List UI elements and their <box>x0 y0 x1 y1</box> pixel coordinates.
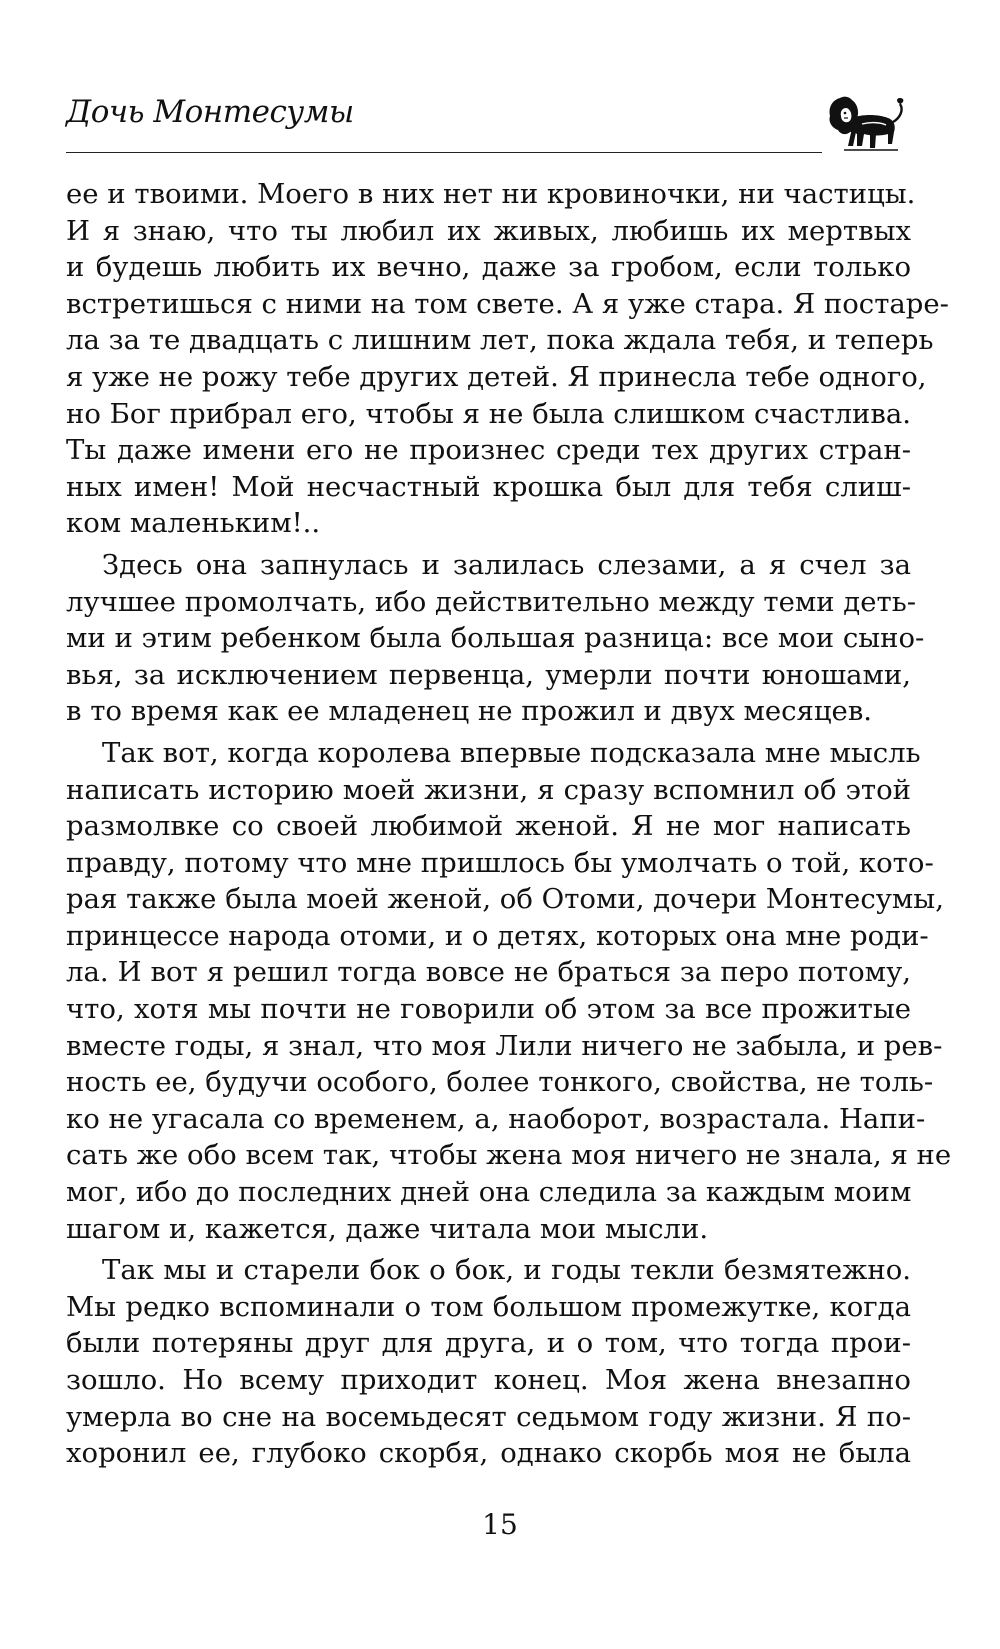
text-line: правду, потому что мне пришлось бы умолчать о той, кото- <box>66 846 934 879</box>
text-line: я уже не рожу тебе других детей. Я принесла тебе одного, <box>66 360 927 393</box>
text-line: были потеряны друг для друга, и о том, что тогда прои- <box>66 1327 911 1360</box>
text-line: Так мы и старели бок о бок, и годы текли безмятежно. <box>102 1254 911 1287</box>
text-line: ее и твоими. Моего в них нет ни кровиночки, ни частицы. <box>66 178 916 210</box>
text-line: ком маленьким!.. <box>66 507 321 540</box>
text-line: но Бог прибрал его, чтобы я не была слишком счастлива. <box>66 397 911 430</box>
paragraph-1 <box>66 176 949 542</box>
text-line: ла. И вот я решил тогда вовсе не браться за перо потому, <box>66 956 911 989</box>
text-line: вместе годы, я знал, что моя Лили ничего не забыла, и рев- <box>66 1029 943 1062</box>
text-line: хоронил ее, глубоко скорбя, однако скорбь моя не была <box>66 1437 911 1470</box>
text-line: ко не угасала со временем, а, наоборот, возрастала. Напи- <box>66 1102 926 1135</box>
running-header <box>66 88 906 158</box>
text-line: вья, за исключением первенца, умерли почти юношами, <box>66 658 911 691</box>
text-line: мог, ибо до последних дней она следила за каждым моим <box>66 1176 912 1209</box>
text-line: ность ее, будучи особого, более тонкого, свойства, не толь- <box>66 1066 934 1099</box>
paragraph-4 <box>66 1252 911 1472</box>
paragraph-2 <box>66 547 925 730</box>
text-line: размолвке со своей любимой женой. Я не мог написать <box>66 810 911 843</box>
text-line: Здесь она запнулась и залилась слезами, а я счел за <box>102 548 911 581</box>
text-line: умерла во сне на восемьдесят седьмом году жизни. Я по- <box>66 1400 911 1433</box>
body-text <box>66 176 952 1472</box>
text-line: ных имен! Мой несчастный крошка был для тебя слиш- <box>66 470 911 503</box>
text-line: принцессе народа отоми, и о детях, которых она мне роди- <box>66 919 929 952</box>
text-line: рая также была моей женой, об Отоми, дочери Монтесумы, <box>66 883 944 916</box>
text-line: Так вот, когда королева впервые подсказала мне мысль <box>102 736 921 769</box>
text-line: шагом и, кажется, даже читала мои мысли. <box>66 1212 709 1245</box>
text-line: Ты даже имени его не произнес среди тех других стран- <box>66 434 911 467</box>
text-line: ла за те двадцать с лишним лет, пока ждала тебя, и теперь <box>66 324 934 357</box>
text-line: лучшее промолчать, ибо действительно между теми деть- <box>66 585 916 618</box>
text-line: сать же обо всем так, чтобы жена моя ничего не знала, я не <box>66 1139 952 1172</box>
header-rule <box>66 152 822 153</box>
text-line: Мы редко вспоминали о том большом промежутке, когда <box>66 1290 911 1323</box>
running-title: Дочь Монтесумы <box>66 94 354 130</box>
page-number: 15 <box>482 1508 518 1541</box>
text-line: что, хотя мы почти не говорили об этом за все прожитые <box>66 993 911 1026</box>
text-line: написать историю моей жизни, я сразу вспомнил об этой <box>66 773 911 806</box>
text-line: и будешь любить их вечно, даже за гробом, если только <box>66 251 911 284</box>
text-line: зошло. Но всему приходит конец. Моя жена внезапно <box>66 1364 911 1396</box>
text-line: в то время как ее младенец не прожил и двух месяцев. <box>66 695 873 728</box>
paragraph-3 <box>66 735 952 1247</box>
text-line: ми и этим ребенком была большая разница: все мои сыно- <box>66 622 925 655</box>
text-line: встретишься с ними на том свете. А я уже стара. Я постаре- <box>66 287 949 320</box>
text-line: И я знаю, что ты любил их живых, любишь их мертвых <box>66 214 911 247</box>
lion-icon <box>826 92 906 158</box>
